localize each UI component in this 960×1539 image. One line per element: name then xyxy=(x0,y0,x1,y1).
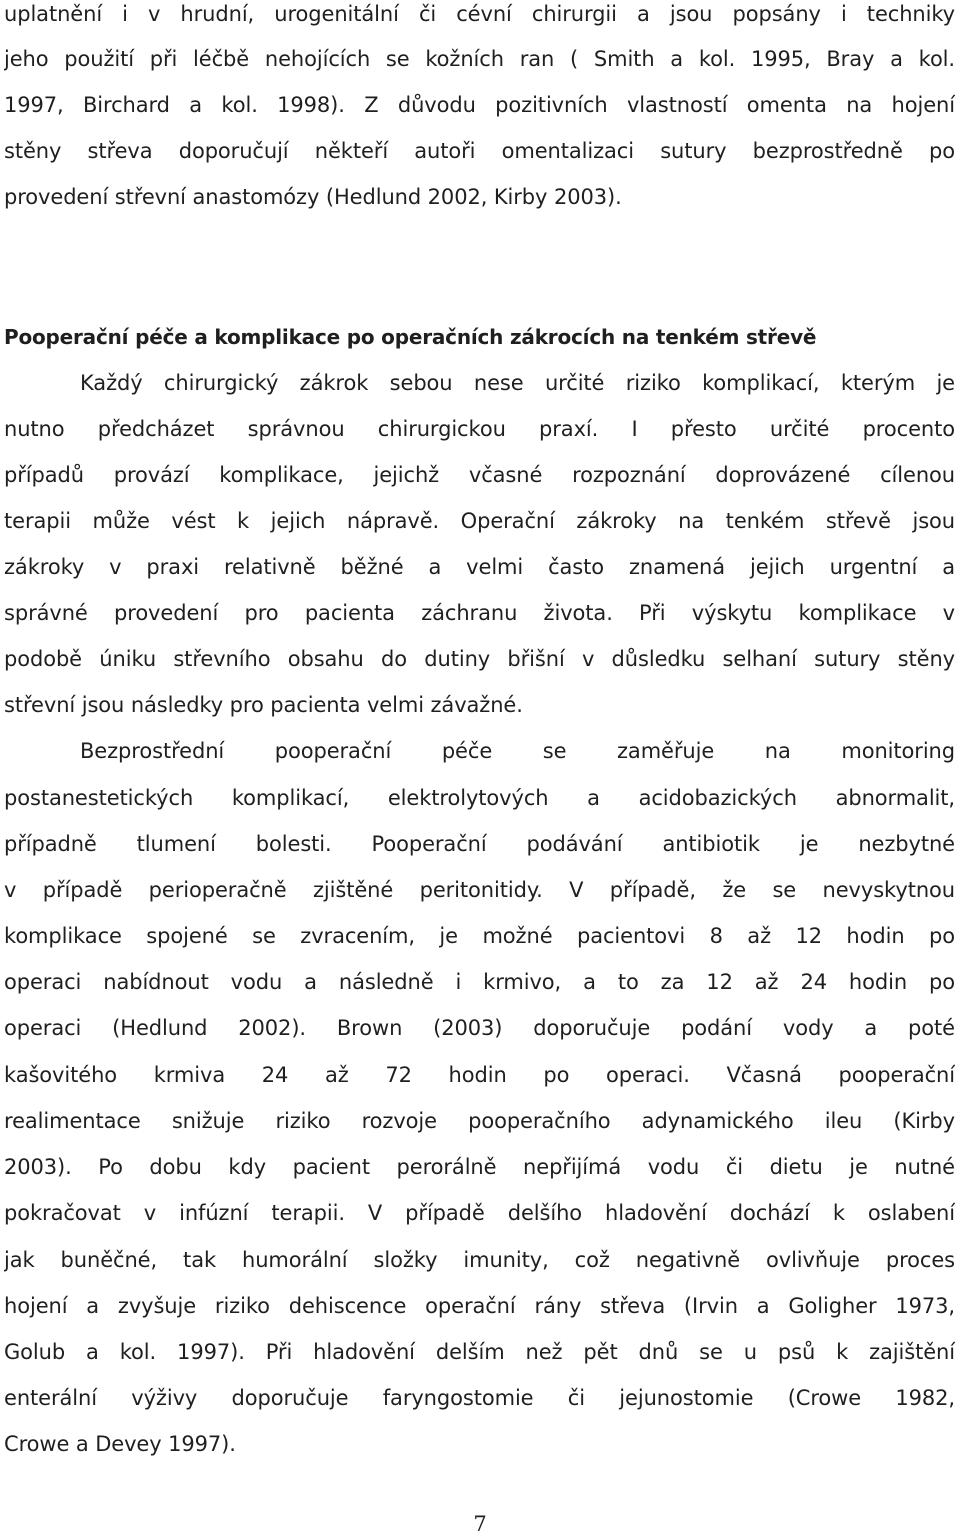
section-heading: Pooperační péče a komplikace po operačních zákrocích na tenkém střevě xyxy=(4,325,817,349)
text-line: realimentace snižuje riziko rozvoje pooperačního adynamického ileu (Kirby xyxy=(4,1109,955,1133)
text-line: jak buněčné, tak humorální složky imunity, což negativně ovlivňuje proces xyxy=(4,1248,955,1272)
text-line: kašovitého krmiva 24 až 72 hodin po operaci. Včasná pooperační xyxy=(4,1063,955,1087)
text-line: v případě perioperačně zjištěné peritonitidy. V případě, že se nevyskytnou xyxy=(4,878,955,902)
text-line: stěny střeva doporučují někteří autoři omentalizaci sutury bezprostředně po xyxy=(4,139,955,163)
text-line: 1997, Birchard a kol. 1998). Z důvodu pozitivních vlastností omenta na hojení xyxy=(4,93,955,117)
text-line: Bezprostřední pooperační péče se zaměřuje na monitoring xyxy=(80,739,955,763)
text-line: případů provází komplikace, jejichž včasné rozpoznání doprovázené cílenou xyxy=(4,463,955,487)
text-line: jeho použití při léčbě nehojících se kožních ran ( Smith a kol. 1995, Bray a kol. xyxy=(4,47,955,71)
text-line: pokračovat v infúzní terapii. V případě delšího hladovění dochází k oslabení xyxy=(4,1201,955,1225)
text-line: nutno předcházet správnou chirurgickou praxí. I přesto určité procento xyxy=(4,417,955,441)
text-line: operaci (Hedlund 2002). Brown (2003) doporučuje podání vody a poté xyxy=(4,1016,955,1040)
text-line: enterální výživy doporučuje faryngostomie či jejunostomie (Crowe 1982, xyxy=(4,1386,955,1410)
text-line: komplikace spojené se zvracením, je možné pacientovi 8 až 12 hodin po xyxy=(4,924,955,948)
text-line: střevní jsou následky pro pacienta velmi závažné. xyxy=(4,693,523,717)
text-line: Crowe a Devey 1997). xyxy=(4,1432,236,1456)
text-line: hojení a zvyšuje riziko dehiscence operační rány střeva (Irvin a Goligher 1973, xyxy=(4,1294,955,1318)
text-line: případně tlumení bolesti. Pooperační podávání antibiotik je nezbytné xyxy=(4,832,955,856)
text-line: správné provedení pro pacienta záchranu života. Při výskytu komplikace v xyxy=(4,601,955,625)
text-line: provedení střevní anastomózy (Hedlund 2002, Kirby 2003). xyxy=(4,185,622,209)
page-number: 7 xyxy=(473,1512,487,1536)
text-line: 2003). Po dobu kdy pacient perorálně nepřijímá vodu či dietu je nutné xyxy=(4,1155,955,1179)
text-line: postanestetických komplikací, elektrolytových a acidobazických abnormalit, xyxy=(4,786,955,810)
text-line: Golub a kol. 1997). Při hladovění delším než pět dnů se u psů k zajištění xyxy=(4,1340,955,1364)
text-line: operaci nabídnout vodu a následně i krmivo, a to za 12 až 24 hodin po xyxy=(4,970,955,994)
text-line: podobě úniku střevního obsahu do dutiny břišní v důsledku selhaní sutury stěny xyxy=(4,647,955,671)
text-line: Každý chirurgický zákrok sebou nese určité riziko komplikací, kterým je xyxy=(80,371,955,395)
text-line: terapii může vést k jejich nápravě. Operační zákroky na tenkém střevě jsou xyxy=(4,509,955,533)
text-line: uplatnění i v hrudní, urogenitální či cévní chirurgii a jsou popsány i techniky xyxy=(4,2,955,26)
text-line: zákroky v praxi relativně běžné a velmi často znamená jejich urgentní a xyxy=(4,555,955,579)
